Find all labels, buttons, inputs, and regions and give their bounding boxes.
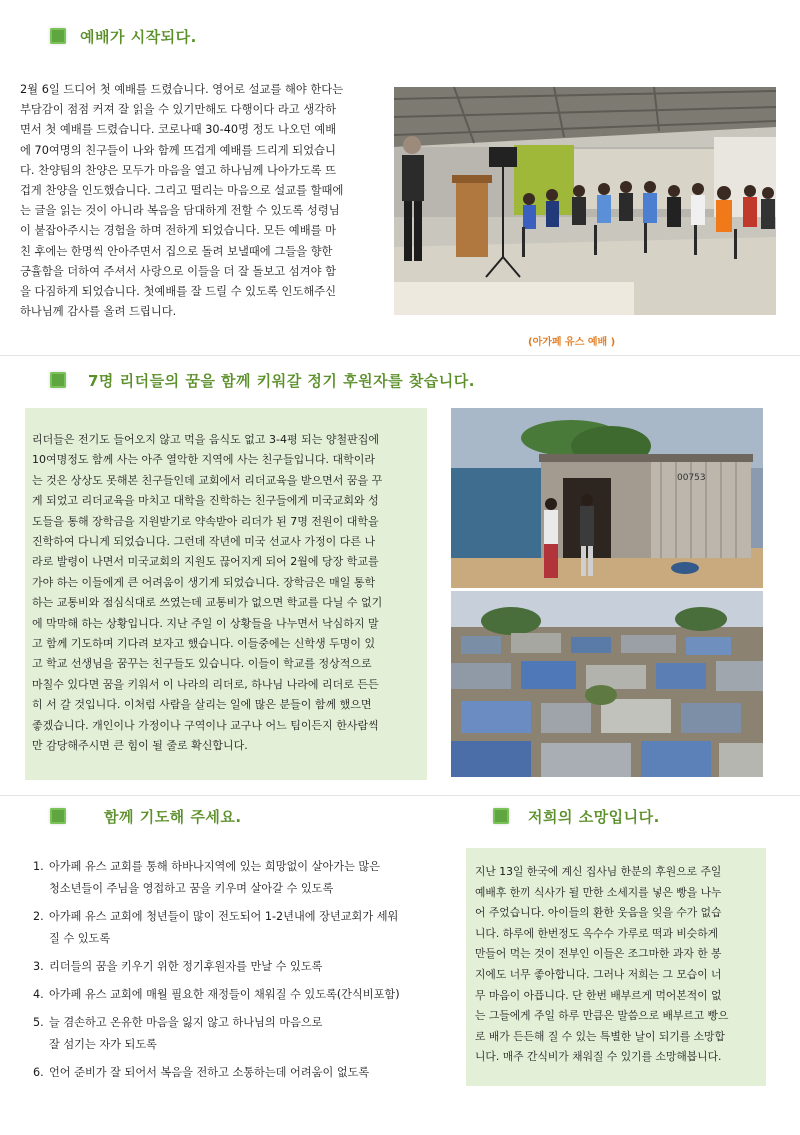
text-line: 예배후 한끼 식사가 될 만한 소세지를 넣은 빵을 나누 [475, 885, 722, 899]
worship-photo-caption: (아가페 유스 예배 ) [528, 337, 616, 348]
section-heading-prayer: 함께 기도해 주세요. [104, 808, 242, 826]
text-line: 어 주었습니다. 아이들의 환한 웃음을 잊을 수가 없습 [475, 906, 722, 920]
worship-service-photo [394, 87, 776, 315]
text-line: 는 것은 상상도 못해본 친구들인데 교회에서 리더교육을 받으면서 꿈을 꾸 [32, 473, 383, 487]
heading-bullet-icon [50, 808, 66, 824]
text-line: 만 감당해주시면 큰 힘이 될 줄로 확신합니다. [32, 739, 248, 753]
prayer-item [33, 1012, 453, 1056]
prayer-item [33, 984, 453, 1006]
text-line: 도들을 통해 장학금을 지원받기로 약속받아 리더가 된 7명 전원이 대학을 [32, 514, 379, 528]
sponsor-paragraph [32, 430, 424, 757]
text-line: 지에도 너무 좋아합니다. 그러나 저희는 그 모습이 너 [475, 967, 722, 981]
prayer-item-number: 6. [33, 1066, 44, 1079]
heading-bullet-icon [50, 28, 66, 44]
text-line: 하는 교통비와 점심식대로 쓰였는데 교통비가 없으면 학교를 다닐 수 없기 [32, 596, 383, 610]
tin-shack-photo [451, 408, 763, 588]
prayer-item-line: 언어 준비가 잘 되어서 복음을 전하고 소통하는데 어려움이 없도록 [49, 1066, 370, 1079]
text-line: 에 막막해 하는 상황입니다. 지난 주일 이 상황들을 나누면서 낙심하지 말 [32, 616, 379, 630]
prayer-item-number: 1. [33, 860, 44, 873]
prayer-item [33, 906, 453, 950]
text-line: 친 후에는 한명씩 안아주면서 집으로 돌려 보낼때에 그들을 향한 [20, 244, 333, 258]
text-line: 지난 13일 한국에 계신 집사님 한분의 후원으로 주일 [475, 865, 722, 878]
prayer-item-line: 청소년들이 주님을 영접하고 꿈을 키우며 살아갈 수 있도록 [49, 882, 334, 895]
text-line: 니다. 매주 간식비가 채워질 수 있기를 소망해봅니다. [475, 1050, 722, 1064]
text-line: 2월 6일 드디어 첫 예배를 드렸습니다. 영어로 설교를 해야 한다는 [20, 83, 344, 96]
prayer-item [33, 856, 453, 900]
text-line: 진학하여 다니게 되었습니다. 그런데 작년에 미국 선교사 가정이 다른 나 [32, 535, 376, 549]
text-line: 리더들은 전기도 들어오지 않고 먹을 음식도 없고 3-4평 되는 양철판집에 [32, 433, 379, 446]
prayer-list [33, 856, 453, 1084]
heading-bullet-icon [493, 808, 509, 824]
prayer-item-line: 리더들의 꿈을 키우기 위한 정기후원자를 만날 수 있도록 [49, 960, 323, 973]
prayer-item-number: 5. [33, 1016, 44, 1029]
prayer-item [33, 956, 453, 978]
text-line: 면서 첫 예배를 드렸습니다. 코로나때 30-40명 정도 나오던 예배 [20, 123, 337, 137]
text-line: 게 되었고 리더교육을 마치고 대학을 진학하는 친구들에게 미국교회와 성 [32, 494, 379, 508]
settlement-photo [451, 591, 763, 777]
section-heading-worship: 예배가 시작되다. [80, 28, 197, 46]
prayer-item-line: 늘 겸손하고 온유한 마음을 잃지 않고 하나님의 마음으로 [49, 1016, 323, 1029]
prayer-item-line: 질 수 있도록 [49, 932, 111, 945]
text-line: 히 서 갈 것입니다. 이처럼 사람을 살리는 일에 많은 분들이 함께 했으면 [32, 698, 372, 712]
text-line: 좋겠습니다. 개인이나 가정이나 구역이나 교구나 어느 팀이든지 한사람씩 [32, 718, 379, 732]
section-divider [0, 795, 800, 796]
prayer-item-line: 아가페 유스 교회를 통해 하바나지역에 있는 희망없이 살아가는 많은 [49, 860, 381, 873]
text-line: 는 그들에게 주일 하루 만큼은 말씀으로 배부르고 빵으 [475, 1009, 729, 1023]
section-heading-hope: 저희의 소망입니다. [528, 808, 660, 826]
text-line: 가야 하는 이들에게 큰 어려움이 생기게 되었습니다. 장학금은 매일 통학 [32, 575, 376, 589]
text-line: 고 학교 선생님을 꿈꾸는 친구들도 있습니다. 이들이 학교를 정상적으로 [32, 657, 372, 671]
section-heading-sponsors: 7명 리더들의 꿈을 함께 키워갈 정기 후원자를 찾습니다. [88, 372, 475, 390]
text-line: 에 70여명의 친구들이 나와 함께 뜨겁게 예배를 드리게 되었습니 [20, 143, 336, 157]
text-line: 무 마음이 아픕니다. 단 한번 배부르게 먹어본적이 없 [475, 988, 722, 1002]
text-line: 하나님께 감사를 올려 드립니다. [20, 305, 177, 319]
text-line: 긍휼함을 더하여 주셔서 사랑으로 이들을 더 잘 돌보고 섬겨야 함 [20, 264, 337, 278]
text-line: 만들어 먹는 것이 전부인 이들은 조그마한 과자 한 봉 [475, 947, 722, 961]
text-line: 로 배가 든든해 질 수 있는 특별한 날이 되기를 소망합 [475, 1029, 725, 1043]
hope-paragraph [475, 862, 765, 1068]
text-line: 을 다짐하게 되었습니다. 첫예배를 잘 드릴 수 있도록 인도해주신 [20, 285, 337, 299]
text-line: 겁게 찬양을 인도했습니다. 그리고 떨리는 마음으로 설교를 할때에 [20, 184, 344, 198]
worship-paragraph [20, 80, 382, 322]
text-line: 고 함께 기도하며 기다려 보자고 했습니다. 이들중에는 신학생 두명이 있 [32, 637, 376, 651]
text-line: 라로 발령이 나면서 미국교회의 지원도 끊어지게 되어 2월에 당장 학교를 [32, 555, 379, 569]
prayer-item [33, 1062, 453, 1084]
prayer-item-line: 아가페 유스 교회에 청년들이 많이 전도되어 1-2년내에 장년교회가 세워 [49, 910, 399, 923]
prayer-item-number: 3. [33, 960, 44, 973]
text-line: 니다. 하루에 한번정도 옥수수 가루로 떡과 비슷하게 [475, 926, 719, 940]
prayer-item-number: 2. [33, 910, 44, 923]
section-divider [0, 355, 800, 356]
prayer-item-line: 아가페 유스 교회에 매월 필요한 재정들이 채워질 수 있도록(간식비포함) [49, 988, 400, 1001]
text-line: 이 붙잡아주시는 경험을 하며 전하게 되었습니다. 모든 예배를 마 [20, 224, 337, 238]
heading-bullet-icon [50, 372, 66, 388]
text-line: 마칠수 있다면 꿈을 키워서 이 나라의 리더로, 하나님 나라에 리더로 든든 [32, 677, 379, 691]
text-line: 10여명정도 함께 사는 아주 열악한 지역에 사는 친구들입니다. 대학이라 [32, 453, 375, 467]
prayer-item-line: 잘 섬기는 자가 되도록 [49, 1038, 157, 1051]
text-line: 다. 찬양팀의 찬양은 모두가 마음을 열고 하나님께 나아가도록 뜨 [20, 163, 337, 177]
text-line: 는 글을 읽는 것이 아니라 복음을 담대하게 전할 수 있도록 성령님 [20, 204, 340, 218]
shack-sign-number: 00753 [677, 473, 706, 483]
prayer-item-number: 4. [33, 988, 44, 1001]
text-line: 부담감이 점점 커져 잘 읽을 수 있기만해도 다행이다 라고 생각하 [20, 103, 337, 117]
